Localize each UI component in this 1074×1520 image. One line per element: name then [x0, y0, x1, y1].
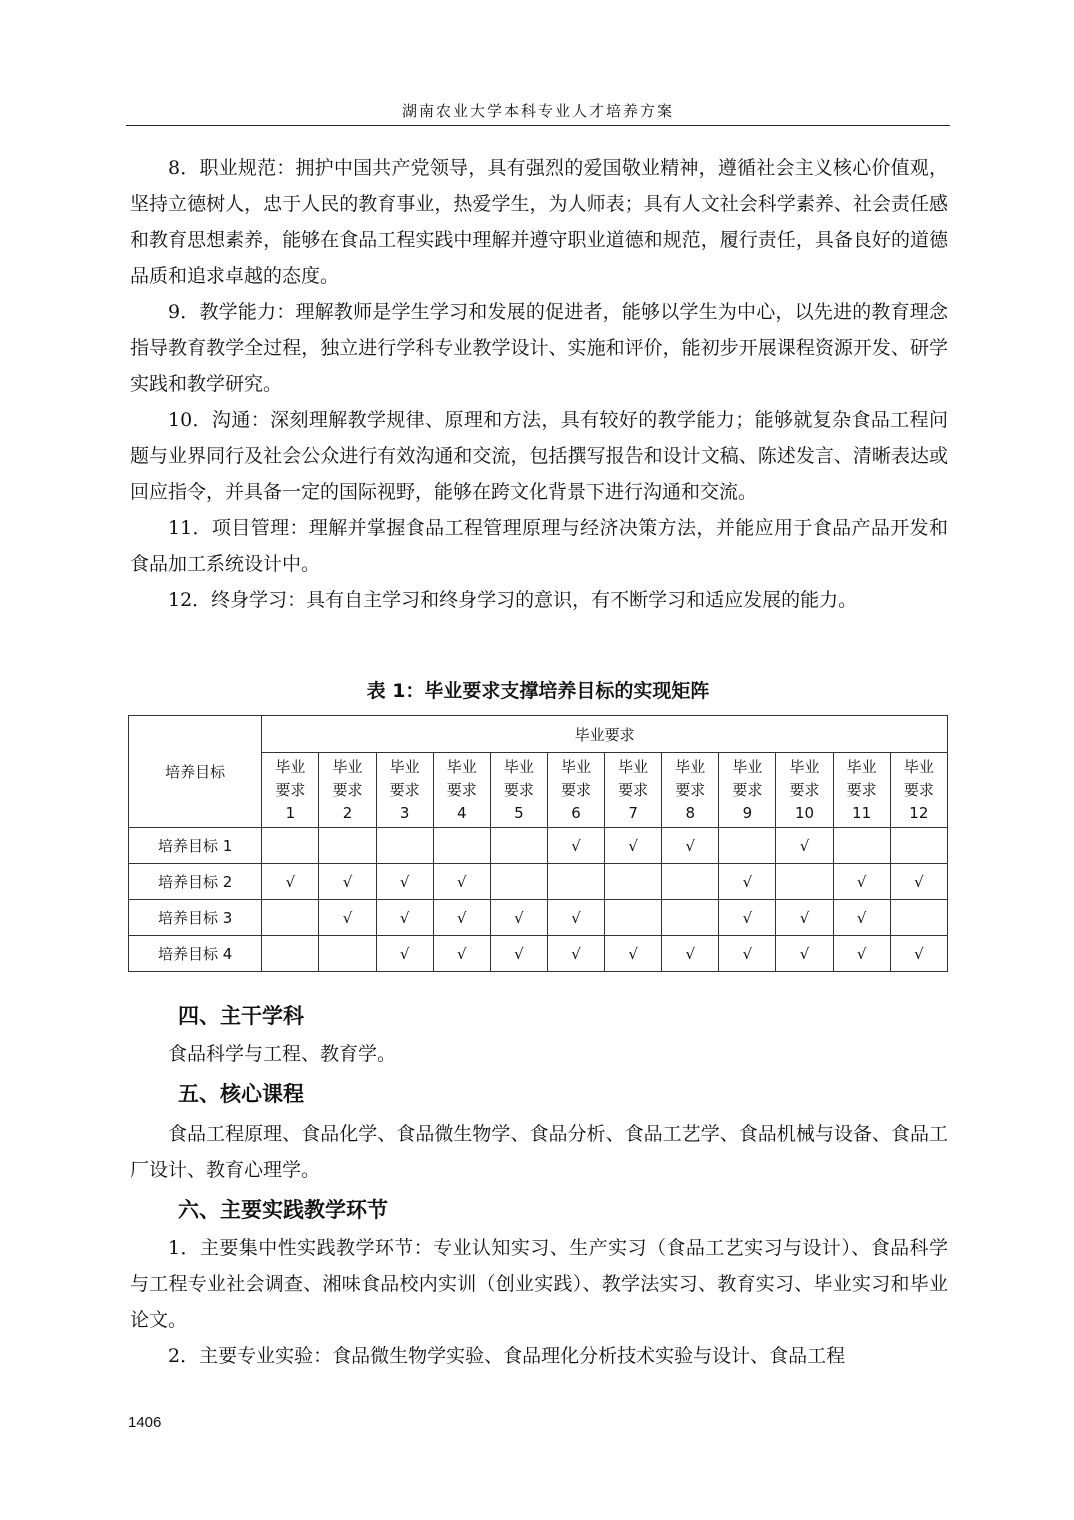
matrix-cell: √	[776, 828, 833, 864]
matrix-cell: √	[776, 936, 833, 972]
matrix-cell: √	[719, 936, 776, 972]
matrix-cell: √	[776, 900, 833, 936]
matrix-cell: √	[376, 864, 433, 900]
column-header-line: 要求	[275, 780, 306, 799]
matrix-cell: √	[433, 900, 490, 936]
column-header	[490, 753, 547, 828]
section-heading-6: 六、主要实践教学环节	[178, 1198, 388, 1222]
table-row	[129, 936, 948, 972]
matrix-cell: √	[662, 936, 719, 972]
matrix-cell: √	[433, 864, 490, 900]
paragraph-item-9: 9．教学能力：理解教师是学生学习和发展的促进者，能够以学生为中心，以先进的教育理念指导教育教学全过程，独立进行学科专业教学设计、实施和评价，能初步开展课程资源开发、研学实践和教学研究。	[130, 301, 948, 395]
column-header-line: 9	[742, 803, 753, 822]
column-header	[719, 753, 776, 828]
matrix-cell: √	[433, 936, 490, 972]
matrix-cell	[719, 828, 776, 864]
matrix-cell: √	[376, 900, 433, 936]
column-header-line: 要求	[332, 780, 363, 799]
matrix-cell	[319, 828, 376, 864]
column-header-line: 11	[852, 803, 872, 822]
corner-label: 培养目标	[129, 716, 262, 828]
matrix-cell: √	[262, 864, 319, 900]
column-header	[319, 753, 376, 828]
column-header-line: 毕业	[789, 757, 820, 776]
column-header-line: 要求	[446, 780, 477, 799]
row-label: 培养目标 2	[129, 864, 262, 900]
row-label: 培养目标 3	[129, 900, 262, 936]
matrix-cell: √	[719, 864, 776, 900]
matrix-cell	[262, 828, 319, 864]
column-header-line: 要求	[675, 780, 706, 799]
column-header-line: 毕业	[503, 757, 534, 776]
matrix-cell	[262, 936, 319, 972]
matrix-cell: √	[662, 828, 719, 864]
matrix-cell	[776, 864, 833, 900]
matrix-cell	[833, 828, 890, 864]
paragraph-item-11: 11．项目管理：理解并掌握食品工程管理原理与经济决策方法，并能应用于食品产品开发和食品加工系统设计中。	[130, 517, 948, 575]
matrix-cell: √	[890, 864, 947, 900]
matrix-cell: √	[833, 936, 890, 972]
matrix-cell	[376, 828, 433, 864]
column-header-line: 要求	[389, 780, 420, 799]
matrix-cell	[262, 900, 319, 936]
column-header-line: 要求	[789, 780, 820, 799]
column-header	[433, 753, 490, 828]
paragraph-item-12: 12．终身学习：具有自主学习和终身学习的意识，有不断学习和适应发展的能力。	[168, 589, 858, 611]
section-6-paragraph-1: 1．主要集中性实践教学环节：专业认知实习、生产实习（食品工艺实习与设计）、食品科学与工程专业社会调查、湘味食品校内实训（创业实践）、教学法实习、教育实习、毕业实习和毕业论文。	[130, 1237, 948, 1331]
requirements-matrix-table	[128, 715, 948, 972]
section-6-paragraph-2: 2．主要专业实验：食品微生物学实验、食品理化分析技术实验与设计、食品工程	[168, 1345, 846, 1367]
section-5-body	[130, 1116, 948, 1188]
matrix-cell: √	[547, 900, 604, 936]
column-header	[833, 753, 890, 828]
matrix-cell: √	[833, 864, 890, 900]
matrix-cell	[605, 900, 662, 936]
column-header-line: 6	[571, 803, 581, 822]
column-header-line: 7	[628, 803, 638, 822]
matrix-cell: √	[605, 828, 662, 864]
column-header-line: 要求	[903, 780, 934, 799]
matrix-cell	[890, 828, 947, 864]
table-title: 表 1：毕业要求支撑培养目标的实现矩阵	[366, 680, 710, 702]
column-header-line: 毕业	[560, 757, 591, 776]
matrix-cell: √	[547, 828, 604, 864]
column-header	[262, 753, 319, 828]
column-header-line: 毕业	[332, 757, 363, 776]
running-header: 湖南农业大学本科专业人才培养方案	[401, 102, 674, 120]
column-header-line: 毕业	[389, 757, 420, 776]
top-paragraphs	[130, 150, 948, 618]
column-header-line: 毕业	[446, 757, 477, 776]
section-4-text: 食品科学与工程、教育学。	[168, 1043, 397, 1065]
table-header-row-group	[129, 716, 948, 753]
matrix-cell: √	[547, 936, 604, 972]
matrix-cell	[490, 864, 547, 900]
column-header-line: 4	[456, 803, 467, 822]
column-header-line: 12	[909, 803, 929, 822]
column-header-line: 毕业	[903, 757, 934, 776]
column-header-line: 要求	[618, 780, 649, 799]
matrix-cell: √	[490, 900, 547, 936]
column-header-line: 1	[285, 803, 296, 822]
section-6-body	[130, 1230, 948, 1374]
table-body	[129, 828, 948, 972]
matrix-cell	[433, 828, 490, 864]
matrix-cell	[490, 828, 547, 864]
column-header-line: 要求	[732, 780, 763, 799]
column-header-line: 毕业	[846, 757, 877, 776]
section-heading-5: 五、核心课程	[178, 1082, 304, 1106]
column-header-line: 毕业	[732, 757, 763, 776]
column-header-line: 要求	[560, 780, 591, 799]
matrix-cell	[890, 900, 947, 936]
row-label: 培养目标 1	[129, 828, 262, 864]
column-header	[890, 753, 947, 828]
matrix-cell: √	[319, 864, 376, 900]
column-header-line: 要求	[503, 780, 534, 799]
column-header	[776, 753, 833, 828]
matrix-cell: √	[490, 936, 547, 972]
matrix-cell: √	[890, 936, 947, 972]
paragraph-item-8: 8．职业规范：拥护中国共产党领导，具有强烈的爱国敬业精神，遵循社会主义核心价值观，坚持立德树人，忠于人民的教育事业，热爱学生，为人师表；具有人文社会科学素养、社会责任感和教育思想素养，能够在食品工程实践中理解并遵守职业道德和规范，履行责任，具备良好的道德品质和追求卓越的态度。	[130, 157, 948, 287]
column-header-line: 2	[342, 803, 353, 822]
table-row	[129, 864, 948, 900]
table-row	[129, 900, 948, 936]
matrix-cell	[319, 936, 376, 972]
column-header-line: 10	[794, 803, 815, 822]
column-header	[547, 753, 604, 828]
group-label: 毕业要求	[262, 716, 948, 753]
column-header	[605, 753, 662, 828]
matrix-cell: √	[833, 900, 890, 936]
column-header-line: 毕业	[675, 757, 706, 776]
matrix-cell	[662, 900, 719, 936]
section-heading-4: 四、主干学科	[178, 1004, 304, 1028]
column-header-line: 要求	[846, 780, 877, 799]
header-rule	[126, 125, 950, 126]
section-5-text: 食品工程原理、食品化学、食品微生物学、食品分析、食品工艺学、食品机械与设备、食品工厂设计、教育心理学。	[130, 1123, 948, 1181]
matrix-cell	[605, 864, 662, 900]
column-header-line: 毕业	[275, 757, 306, 776]
column-header	[662, 753, 719, 828]
table-row	[129, 828, 948, 864]
matrix-cell: √	[605, 936, 662, 972]
column-header-line: 5	[514, 803, 524, 822]
matrix-cell: √	[319, 900, 376, 936]
section-4-body	[130, 1036, 948, 1072]
row-label: 培养目标 4	[129, 936, 262, 972]
matrix-cell: √	[376, 936, 433, 972]
column-header-line: 3	[399, 803, 410, 822]
matrix-cell	[662, 864, 719, 900]
page-number: 1406	[128, 1414, 162, 1431]
matrix-cell: √	[719, 900, 776, 936]
matrix-cell	[547, 864, 604, 900]
column-header	[376, 753, 433, 828]
paragraph-item-10: 10．沟通：深刻理解教学规律、原理和方法，具有较好的教学能力；能够就复杂食品工程问题与业界同行及社会公众进行有效沟通和交流，包括撰写报告和设计文稿、陈述发言、清晰表达或回应指令，并具备一定的国际视野，能够在跨文化背景下进行沟通和交流。	[130, 409, 948, 503]
column-header-line: 8	[685, 803, 696, 822]
column-header-line: 毕业	[618, 757, 649, 776]
